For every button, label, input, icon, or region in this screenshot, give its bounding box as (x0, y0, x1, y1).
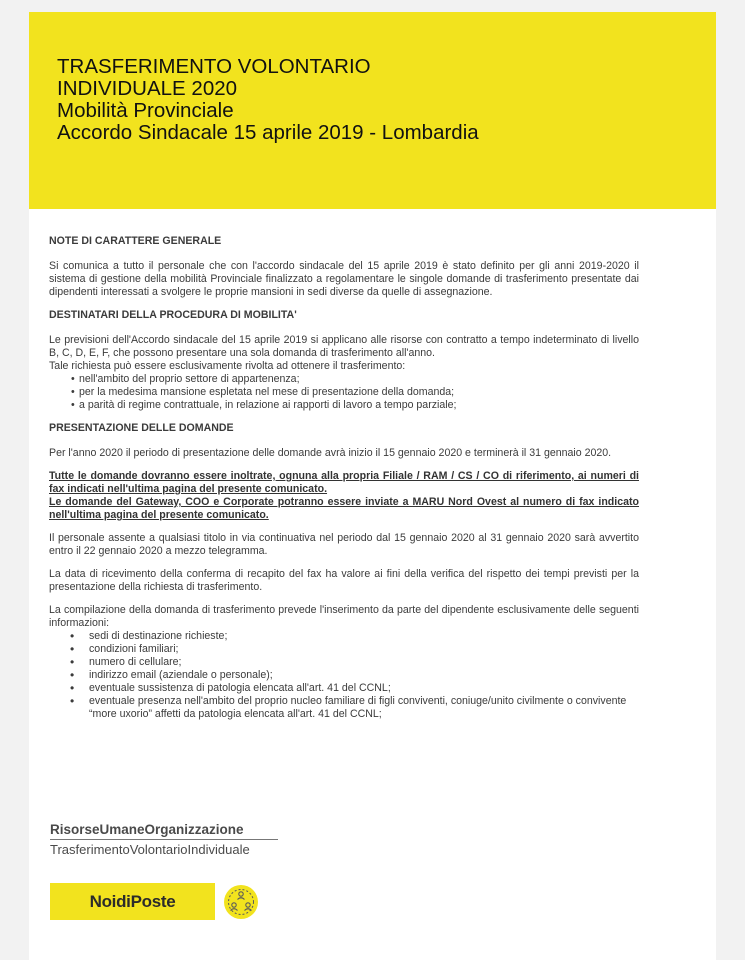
general-text: Si comunica a tutto il personale che con l'accordo sindacale del 15 aprile 2019 è stato definito per gli anni 2019-2020 il sistema di gestione della mobilità Provinciale finalizzato a regolamentare le singole domande di trasferimento presentate dai dipendenti interessati a svolgere le proprie mansioni in sedi diverse da quelle di assegnazione. (49, 260, 639, 298)
document-title (57, 56, 479, 144)
submission-text-3: La data di ricevimento della conferma di recapito del fax ha valore ai fini della verifica del rispetto dei tempi previsti per la presentazione della richiesta di trasferimento. (49, 568, 639, 593)
submission-text-4: La compilazione della domanda di trasferimento prevede l'inserimento da parte del dipendente esclusivamente delle seguenti informazioni: (49, 604, 639, 629)
list-item: • per la medesima mansione espletata nel mese di presentazione della domanda; (71, 386, 639, 399)
list-item: • indirizzo email (aziendale o personale); (70, 669, 639, 682)
title-line-2: INDIVIDUALE 2020 (57, 77, 238, 100)
title-line-3: Mobilità Provinciale (57, 99, 234, 122)
list-item: • nell'ambito del proprio settore di appartenenza; (71, 373, 639, 386)
recipients-text-1: Le previsioni dell'Accordo sindacale del 15 aprile 2019 si applicano alle risorse con contratto a tempo indeterminato di livello B, C, D, E, F, che possono presentare una sola domanda di trasferimento all'anno. (49, 334, 639, 359)
heading-general: NOTE DI CARATTERE GENERALE (49, 235, 222, 247)
list-item: • sedi di destinazione richieste; (70, 630, 639, 643)
heading-submission: PRESENTAZIONE DELLE DOMANDE (49, 422, 234, 434)
submission-text-2: Il personale assente a qualsiasi titolo in via continuativa nel periodo dal 15 gennaio 2020 al 31 gennaio 2020 sarà avvertito entro il 22 gennaio 2020 a mezzo telegramma. (49, 532, 639, 557)
footer-divider (50, 839, 278, 840)
footer-org: RisorseUmaneOrganizzazione (50, 822, 244, 837)
logo-text: NoidiPoste (89, 891, 176, 911)
recipients-list (49, 373, 639, 412)
noidiposte-logo (50, 883, 215, 920)
heading-recipients: DESTINATARI DELLA PROCEDURA DI MOBILITA' (49, 309, 297, 321)
document-body (49, 235, 639, 721)
submission-bold-1: Tutte le domande dovranno essere inoltrate, ognuna alla propria Filiale / RAM / CS / CO di riferimento, ai numeri di fax indicati nell'ultima pagina del presente comunicato. (49, 470, 639, 495)
footer-subtitle: TrasferimentoVolontarioIndividuale (50, 842, 250, 857)
list-item: • eventuale presenza nell'ambito del proprio nucleo familiare di figli conviventi, coniuge/unito civilmente o convivente “more uxorio” affetti da patologia elencata all'art. 41 del CCNL; (70, 695, 639, 721)
submission-bold-2: Le domande del Gateway, COO e Corporate potranno essere inviate a MARU Nord Ovest al numero di fax indicato nell'ultima pagina del presente comunicato. (49, 496, 639, 521)
information-list (49, 630, 639, 721)
recipients-text-2: Tale richiesta può essere esclusivamente rivolta ad ottenere il trasferimento: (49, 360, 406, 372)
list-item: • a parità di regime contrattuale, in relazione ai rapporti di lavoro a tempo parziale; (71, 399, 639, 412)
list-item: • eventuale sussistenza di patologia elencata all'art. 41 del CCNL; (70, 682, 639, 695)
list-item: • numero di cellulare; (70, 656, 639, 669)
title-line-4: Accordo Sindacale 15 aprile 2019 - Lombardia (57, 121, 479, 144)
list-item: • condizioni familiari; (70, 643, 639, 656)
title-line-1: TRASFERIMENTO VOLONTARIO (57, 55, 371, 78)
title-banner (29, 12, 716, 209)
people-network-icon (223, 884, 259, 920)
submission-text-1: Per l'anno 2020 il periodo di presentazione delle domande avrà inizio il 15 gennaio 2020 e terminerà il 31 gennaio 2020. (49, 447, 612, 459)
